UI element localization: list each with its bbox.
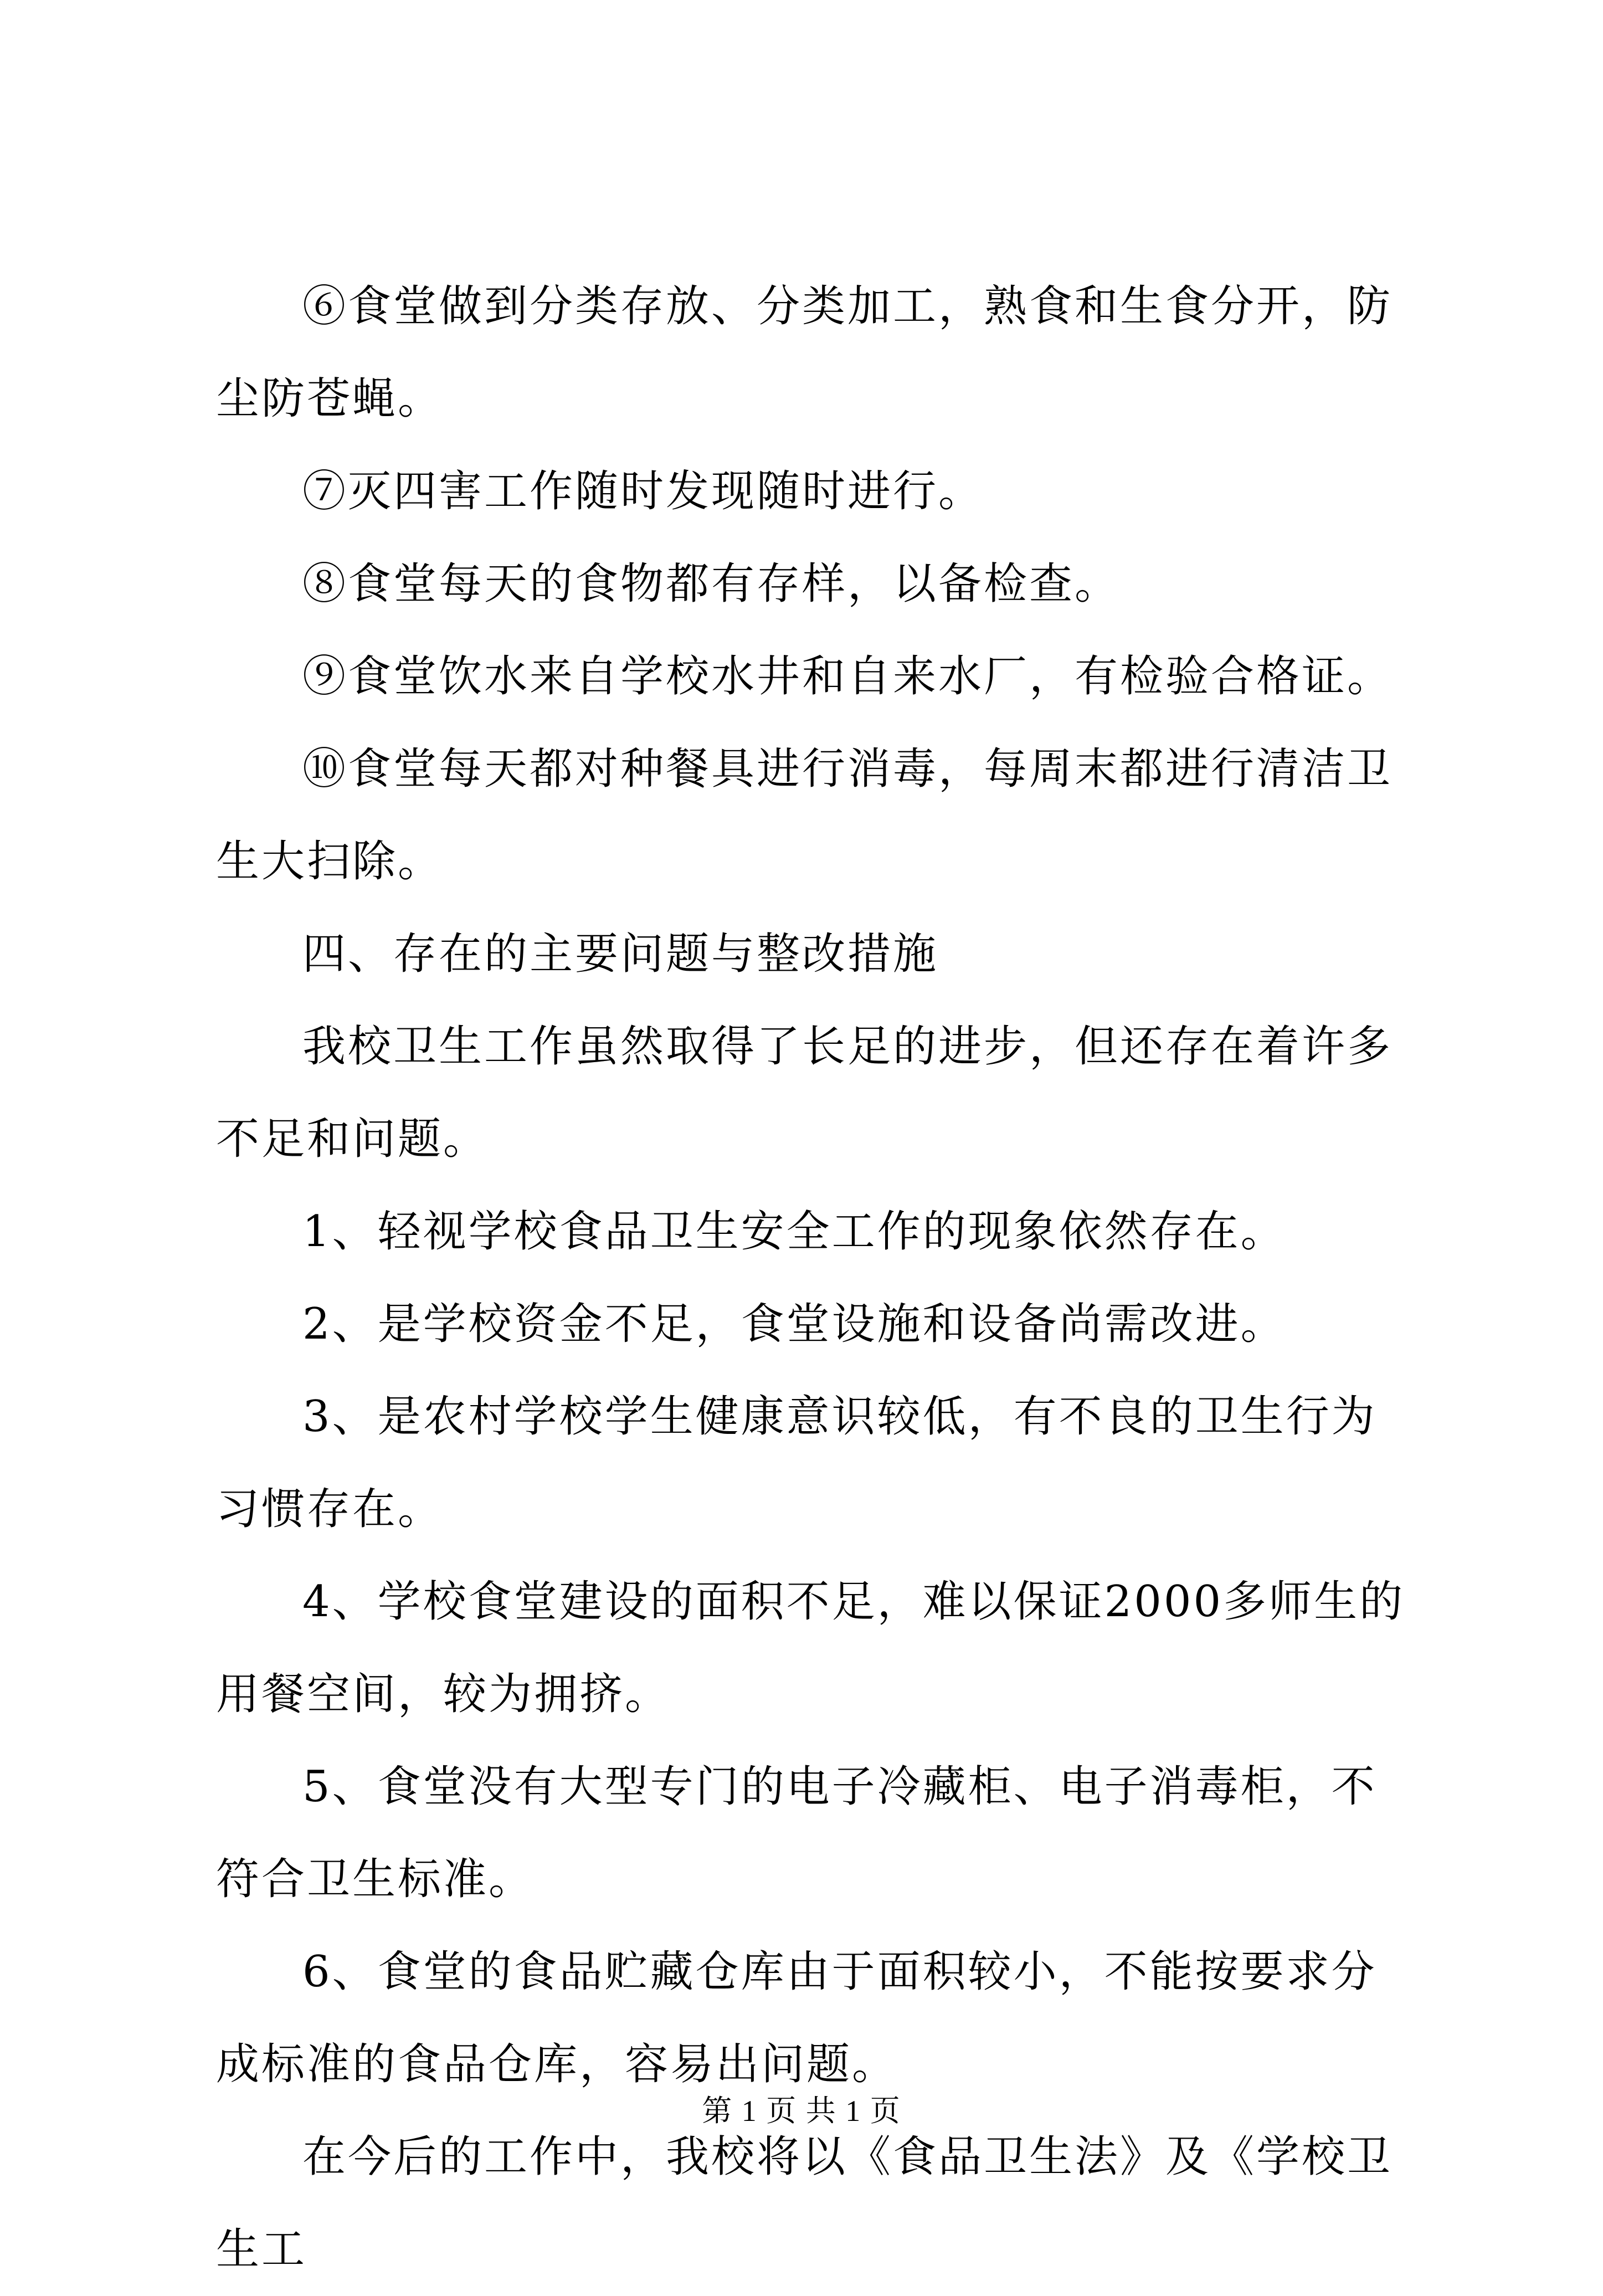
paragraph: ⑧食堂每天的食物都有存样，以备检查。: [302, 559, 1121, 609]
paragraph: ⑩食堂每天都对种餐具进行消毒，每周末都进行清洁卫生大扫除。: [216, 744, 1393, 886]
list-item: 6、食堂的食品贮藏仓库由于面积较小，不能按要求分成标准的食品仓库，容易出问题。: [216, 1947, 1377, 2089]
page-number-footer: 第 1 页 共 1 页: [702, 2094, 901, 2128]
list-item: 3、是农村学校学生健康意识较低，有不良的卫生行为习惯存在。: [216, 1392, 1377, 1534]
paragraph: 我校卫生工作虽然取得了长足的进步，但还存在着许多不足和问题。: [216, 1022, 1393, 1164]
paragraph: ⑦灭四害工作随时发现随时进行。: [302, 467, 984, 516]
list-item: 1、轻视学校食品卫生安全工作的现象依然存在。: [302, 1207, 1286, 1257]
paragraph: 在今后的工作中，我校将以《食品卫生法》及《学校卫生工: [216, 2132, 1393, 2274]
list-item: 2、是学校资金不足，食堂设施和设备尚需改进。: [302, 1299, 1286, 1349]
document-body: [216, 260, 1407, 2296]
list-item: 4、学校食堂建设的面积不足，难以保证2000多师生的用餐空间，较为拥挤。: [216, 1577, 1405, 1719]
list-item: 5、食堂没有大型专门的电子冷藏柜、电子消毒柜，不符合卫生标准。: [216, 1762, 1377, 1904]
paragraph: ⑨食堂饮水来自学校水井和自来水厂，有检验合格证。: [302, 652, 1393, 701]
section-heading: 四、存在的主要问题与整改措施: [302, 929, 939, 979]
paragraph: ⑥食堂做到分类存放、分类加工，熟食和生食分开，防尘防苍蝇。: [216, 281, 1393, 424]
